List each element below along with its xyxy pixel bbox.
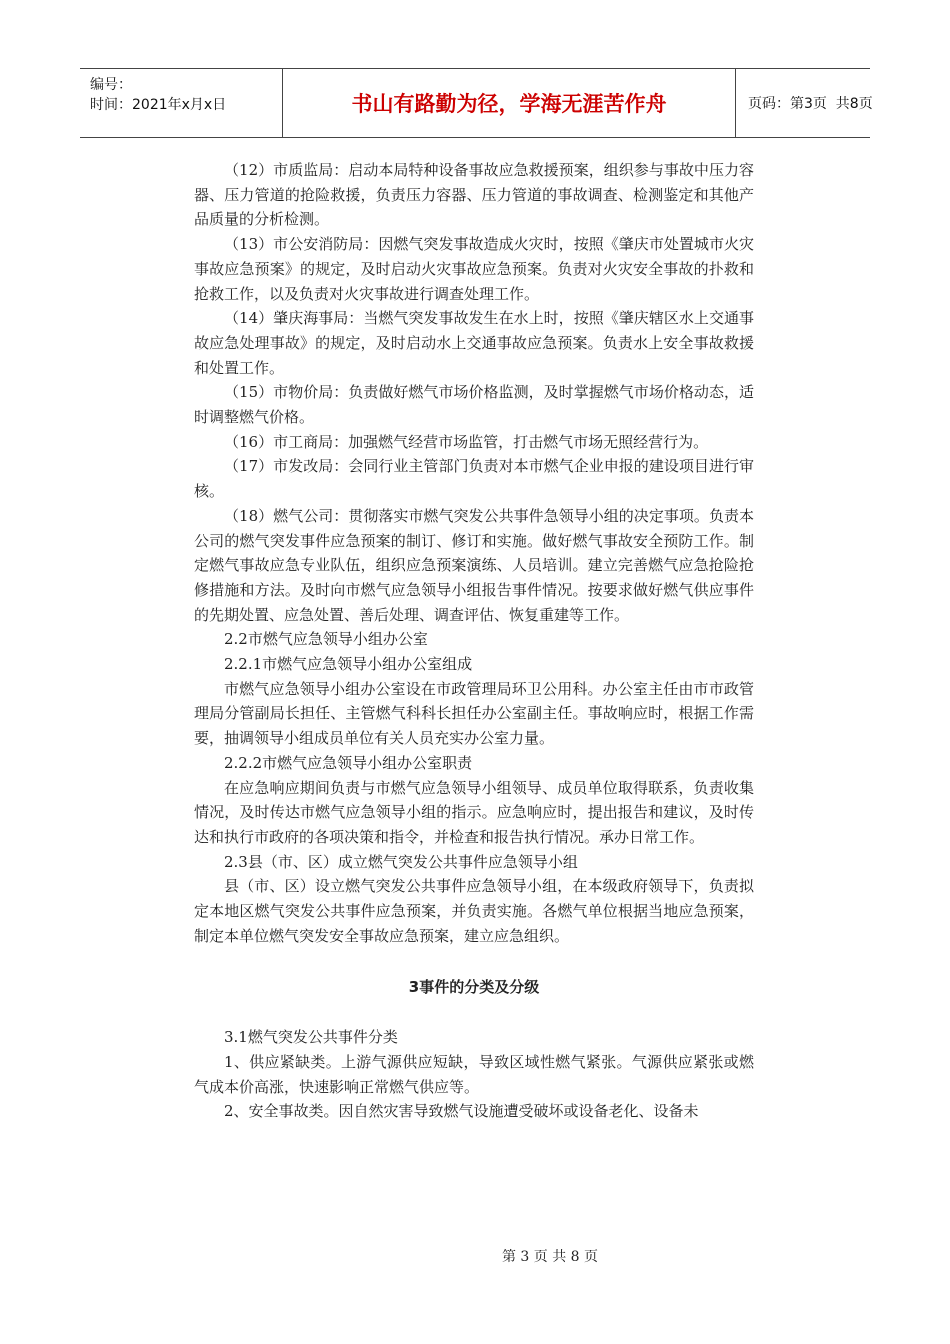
subheading: 2.3县（市、区）成立燃气突发公共事件应急领导小组	[224, 852, 578, 871]
page-footer	[0, 1246, 950, 1266]
number-label: 编号：	[90, 77, 132, 93]
paragraph: 2、安全事故类。因自然灾害导致燃气设施遭受破坏或设备老化、设备未	[224, 1102, 699, 1121]
paragraph: （15）市物价局：负责做好燃气市场价格监测，及时掌握燃气市场价格动态，适时调整燃气价格。	[194, 383, 754, 427]
time-label: 时间：2021年x月x日	[90, 97, 227, 113]
document-body	[194, 158, 754, 1124]
footer-page-number: 第 3 页 共 8 页	[501, 1249, 599, 1265]
subheading: 3.1燃气突发公共事件分类	[224, 1028, 398, 1047]
paragraph: 1、供应紧缺类。上游气源供应短缺，导致区域性燃气紧张。气源供应紧张或燃气成本价高涨，快速影响正常燃气供应等。	[194, 1052, 754, 1096]
section-heading: 3事件的分类及分级	[408, 977, 540, 996]
paragraph: 市燃气应急领导小组办公室设在市政管理局环卫公用科。办公室主任由市市政管理局分管副局长担任、主管燃气科科长担任办公室副主任。事故响应时，根据工作需要，抽调领导小组成员单位有关人员充实办公室力量。	[194, 679, 754, 748]
paragraph: （13）市公安消防局：因燃气突发事故造成火灾时，按照《肇庆市处置城市火灾事故应急预案》的规定，及时启动火灾事故应急预案。负责对火灾安全事故的扑救和抢救工作，以及负责对火灾事故进行调查处理工作。	[194, 235, 754, 303]
paragraph: （16）市工商局：加强燃气经营市场监管，打击燃气市场无照经营行为。	[224, 432, 709, 451]
subheading: 2.2市燃气应急领导小组办公室	[224, 630, 428, 649]
header-meta	[80, 69, 282, 137]
header-motto: 书山有路勤为径，学海无涯苦作舟	[282, 69, 736, 137]
subheading: 2.2.2市燃气应急领导小组办公室职责	[224, 753, 473, 772]
paragraph: （18）燃气公司：贯彻落实市燃气突发公共事件急领导小组的决定事项。负责本公司的燃气突发事件应急预案的制订、修订和实施。做好燃气事故安全预防工作。制定燃气事故应急专业队伍，组织应急预案演练、人员培训。建立完善燃气应急抢险抢修措施和方法。及时向市燃气应急领导小组报告事件情况。按要求做好燃气供应事件的先期处置、应急处置、善后处理、调查评估、恢复重建等工作。	[194, 506, 754, 624]
paragraph: （12）市质监局：启动本局特种设备事故应急救援预案，组织参与事故中压力容器、压力管道的抢险救援，负责压力容器、压力管道的事故调查、检测鉴定和其他产品质量的分析检测。	[194, 161, 754, 229]
paragraph: 在应急响应期间负责与市燃气应急领导小组领导、成员单位取得联系，负责收集情况，及时传达市燃气应急领导小组的指示。应急响应时，提出报告和建议，及时传达和执行市政府的各项决策和指令，并检查和报告执行情况。承办日常工作。	[194, 778, 754, 846]
header-page-info	[736, 69, 873, 137]
paragraph: （17）市发改局：会同行业主管部门负责对本市燃气企业申报的建设项目进行审核。	[194, 457, 754, 501]
paragraph: 县（市、区）设立燃气突发公共事件应急领导小组，在本级政府领导下，负责拟定本地区燃气突发公共事件应急预案，并负责实施。各燃气单位根据当地应急预案，制定本单位燃气突发安全事故应急预案，建立应急组织。	[194, 877, 754, 945]
paragraph: （14）肇庆海事局：当燃气突发事故发生在水上时，按照《肇庆辖区水上交通事故应急处理事故》的规定，及时启动水上交通事故应急预案。负责水上安全事故救援和处置工作。	[194, 309, 754, 377]
page-header	[80, 68, 873, 138]
page-info-text: 页码：第3页 共8页	[748, 96, 873, 112]
subheading: 2.2.1市燃气应急领导小组办公室组成	[224, 655, 473, 674]
